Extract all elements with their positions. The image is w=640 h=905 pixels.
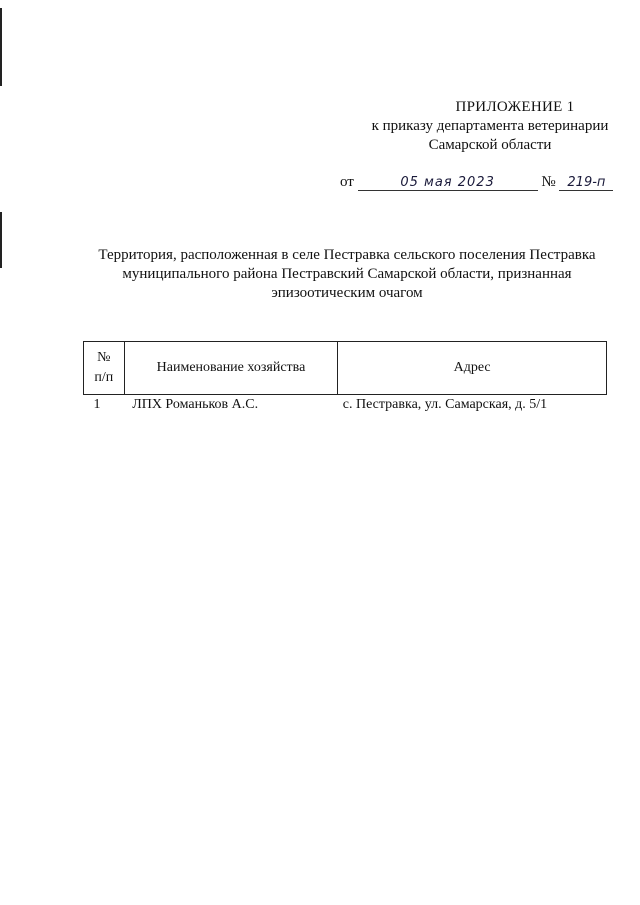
row-num: 1 — [93, 397, 101, 412]
number-label: № — [541, 174, 556, 190]
title-line-3: эпизоотическим очагом — [271, 285, 423, 301]
row-farm-name: ЛПХ Романьков А.С. — [132, 397, 259, 412]
title-line-2: муниципального района Пестравский Самарской области, признанная — [122, 266, 572, 282]
header-name: Наименование хозяйства — [124, 342, 338, 395]
scan-edge-mark-middle — [0, 212, 2, 268]
table-header-row — [84, 342, 607, 395]
appendix-line-1: к приказу департамента ветеринарии — [371, 118, 609, 134]
appendix-title: ПРИЛОЖЕНИЕ 1 — [455, 99, 575, 115]
row-address: с. Пестравка, ул. Самарская, д. 5/1 — [342, 397, 548, 412]
document-title — [82, 246, 612, 303]
title-line-1: Территория, расположенная в селе Пестравка сельского поселения Пестравка — [98, 247, 596, 263]
header-address: Адрес — [338, 342, 607, 395]
header-num-pp: п/п — [94, 370, 114, 385]
from-label: от — [340, 174, 354, 190]
handwritten-date: 05 мая 2023 — [358, 175, 538, 191]
table-row — [84, 395, 607, 414]
order-reference — [340, 174, 613, 191]
appendix-header — [330, 98, 630, 155]
header-num-symbol: № — [97, 350, 111, 365]
appendix-line-2: Самарской области — [428, 137, 552, 153]
handwritten-order-number: 219-п — [559, 175, 613, 191]
header-num — [84, 342, 125, 395]
farm-registry-table — [83, 341, 607, 413]
scan-edge-mark-top — [0, 8, 2, 86]
